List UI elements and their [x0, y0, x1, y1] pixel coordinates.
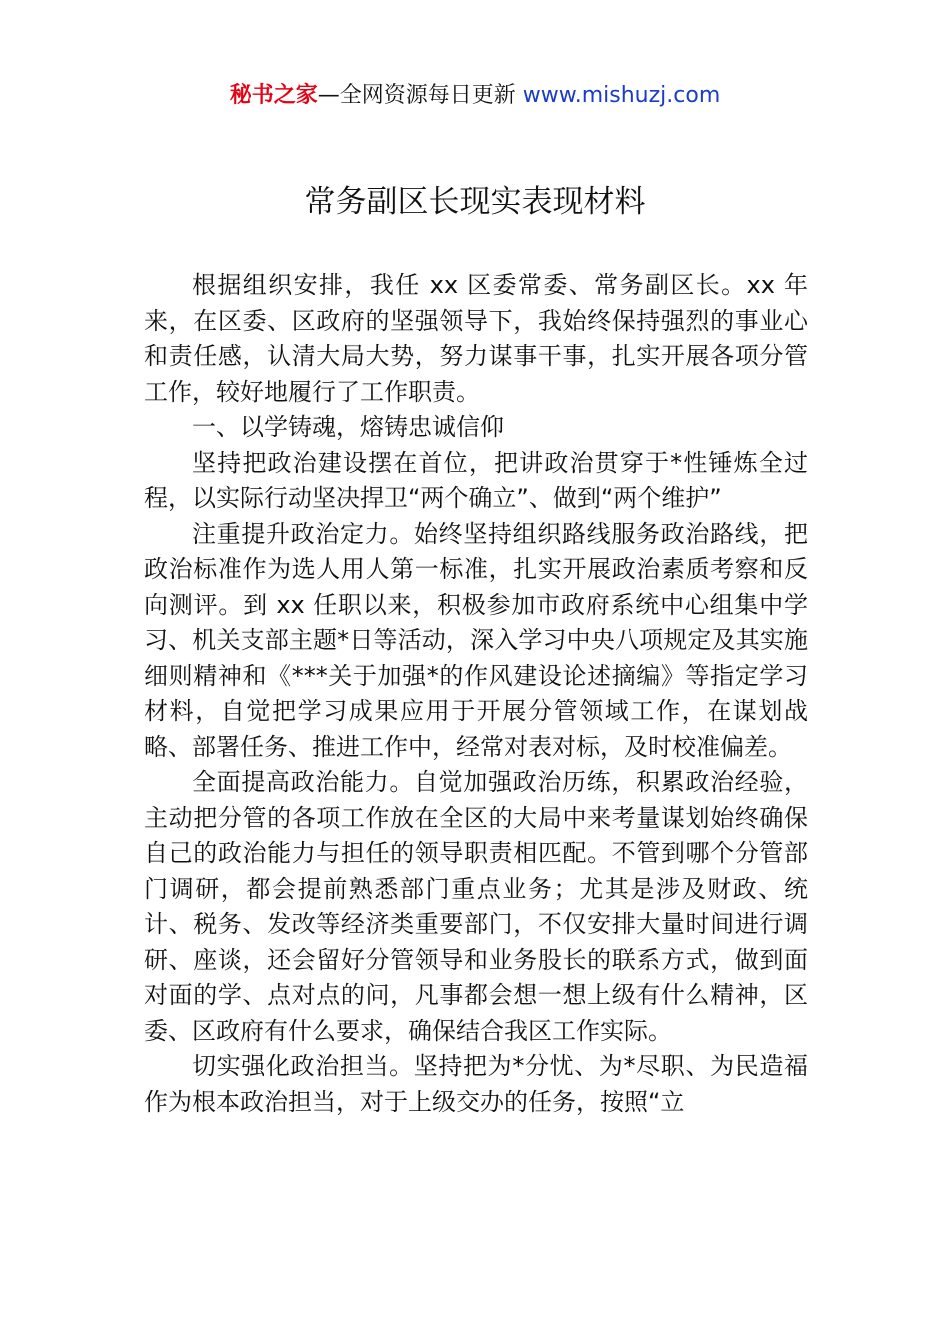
- paragraph-political-determination: 注重提升政治定力。始终坚持组织路线服务政治路线，把政治标准作为选人用人第一标准，扎实开展政治素质考察和反向测评。到 xx 任职以来，积极参加市政府系统中心组集中学习、机关支部主题*日等活动，深入学习中央八项规定及其实施细则精神和《***关于加强*的作风建设论述摘编》等指定学习材料，自觉把学习成果应用于开展分管领域工作，在谋划战略、部署任务、推进工作中，经常对表对标，及时校准偏差。: [144, 519, 808, 761]
- document-title: 常务副区长现实表现材料: [304, 184, 646, 220]
- section-heading: 一、以学铸魂，熔铸忠诚信仰: [192, 413, 504, 441]
- paragraph-political-construction: 坚持把政治建设摆在首位，把讲政治贯穿于*性锤炼全过程，以实际行动坚决捍卫“两个确立”、做到“两个维护”: [144, 448, 808, 512]
- header-tagline: —全网资源每日更新: [317, 83, 516, 108]
- paragraph-intro: 根据组织安排，我任 xx 区委常委、常务副区长。xx 年来，在区委、区政府的坚强领导下，我始终保持强烈的事业心和责任感，认清大局大势，努力谋事干事，扎实开展各项分管工作，较好地履行了工作职责。: [144, 271, 808, 406]
- site-url: www.mishuzj.com: [522, 83, 721, 108]
- paragraph-political-ability: 全面提高政治能力。自觉加强政治历练，积累政治经验，主动把分管的各项工作放在全区的大局中来考量谋划始终确保自己的政治能力与担任的领导职责相匹配。不管到哪个分管部门调研，都会提前熟悉部门重点业务；尤其是涉及财政、统计、税务、发改等经济类重要部门，不仅安排大量时间进行调研、座谈，还会留好分管领导和业务股长的联系方式，做到面对面的学、点对点的问，凡事都会想一想上级有什么精神，区委、区政府有什么要求，确保结合我区工作实际。: [144, 768, 808, 1045]
- paragraph-political-responsibility: 切实强化政治担当。坚持把为*分忧、为*尽职、为民造福作为根本政治担当，对于上级交办的任务，按照“立: [144, 1052, 808, 1116]
- brand-name: 秘书之家: [229, 83, 318, 108]
- document-body: [144, 268, 808, 1120]
- site-header: [0, 80, 950, 112]
